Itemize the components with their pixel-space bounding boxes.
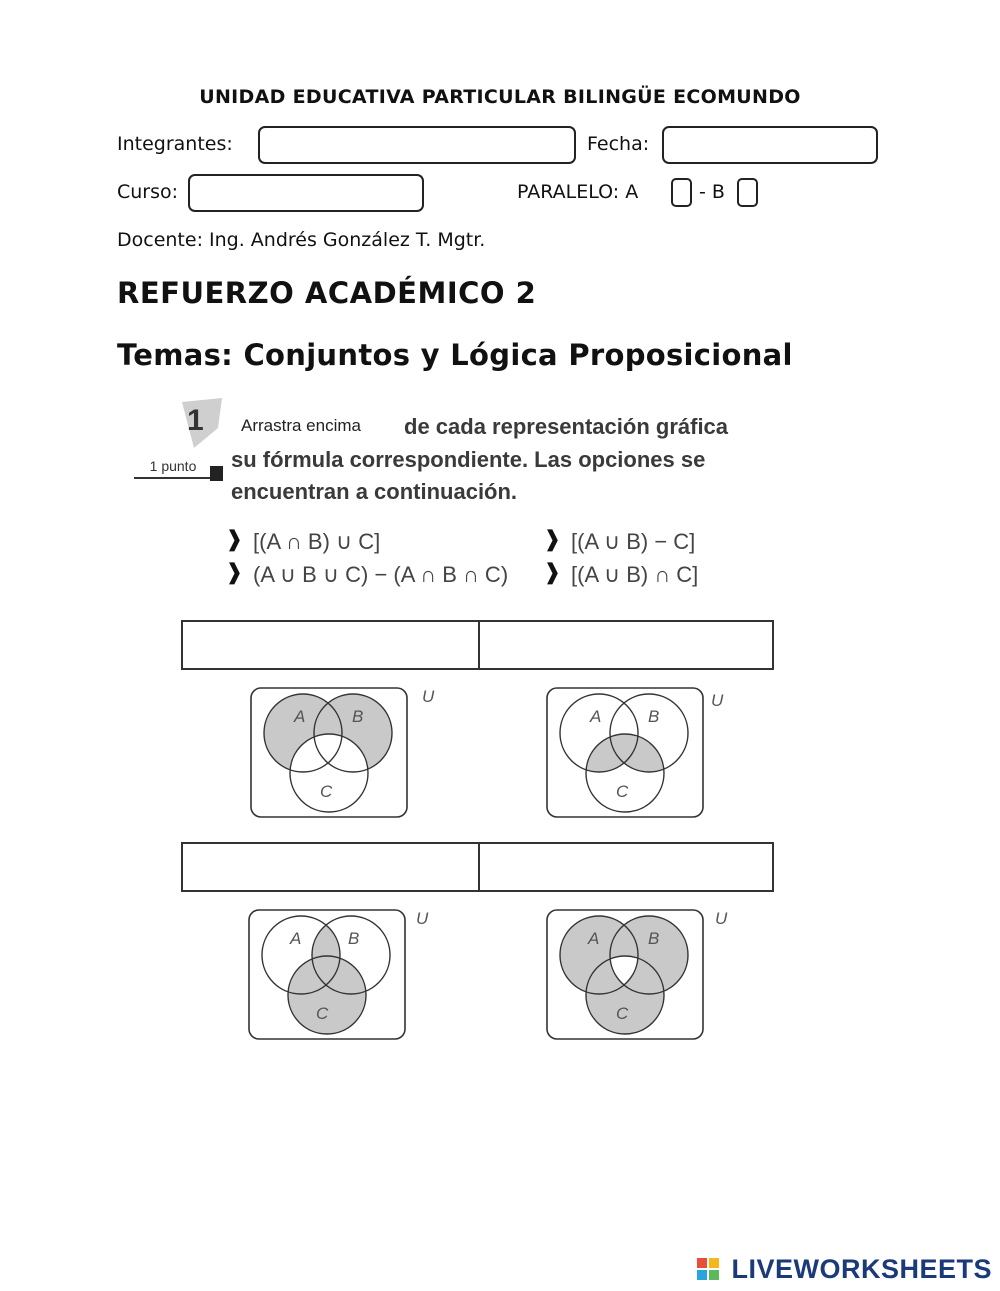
venn-label-u: U bbox=[711, 691, 724, 710]
venn-diagram-3 bbox=[246, 906, 446, 1044]
venn-label-b: B bbox=[348, 929, 360, 948]
question-number: 1 bbox=[187, 404, 204, 437]
question-points: 1 punto bbox=[134, 458, 212, 479]
venn-label-u: U bbox=[416, 909, 429, 928]
question-prompt-line1: de cada representación gráfica bbox=[404, 414, 729, 439]
docente-line: Docente: Ing. Andrés González T. Mgtr. bbox=[117, 229, 486, 251]
venn-label-c: C bbox=[616, 1004, 629, 1023]
paralelo-label: PARALELO: A bbox=[517, 181, 639, 203]
venn-label-b: B bbox=[352, 707, 364, 726]
option-marker-icon: ❱ bbox=[543, 527, 562, 552]
fecha-input[interactable] bbox=[662, 126, 878, 164]
venn-label-a: A bbox=[294, 707, 306, 726]
paralelo-b-checkbox[interactable] bbox=[737, 178, 758, 207]
option-marker-icon: ❱ bbox=[225, 560, 244, 585]
option-item[interactable]: (A ∪ B ∪ C) − (A ∩ B ∩ C) bbox=[253, 562, 509, 587]
venn-label-c: C bbox=[616, 782, 629, 801]
option-marker-icon: ❱ bbox=[543, 560, 562, 585]
option-marker-icon: ❱ bbox=[225, 527, 244, 552]
school-name: UNIDAD EDUCATIVA PARTICULAR BILINGÜE ECOMUNDO bbox=[199, 86, 801, 108]
answer-drop-zone-3[interactable] bbox=[183, 844, 480, 890]
venn-label-u: U bbox=[422, 687, 435, 706]
points-marker-icon bbox=[210, 466, 223, 481]
curso-label: Curso: bbox=[117, 181, 179, 203]
page-title: REFUERZO ACADÉMICO 2 bbox=[117, 276, 537, 310]
curso-input[interactable] bbox=[188, 174, 424, 212]
venn-label-a: A bbox=[588, 929, 600, 948]
answer-drop-zone-2[interactable] bbox=[480, 622, 772, 668]
venn-diagram-1 bbox=[248, 684, 448, 822]
answer-drop-zone-1[interactable] bbox=[183, 622, 480, 668]
venn-label-a: A bbox=[590, 707, 602, 726]
venn-label-b: B bbox=[648, 707, 660, 726]
venn-diagram-4 bbox=[544, 906, 744, 1044]
venn-label-a: A bbox=[290, 929, 302, 948]
answer-drop-zone-4[interactable] bbox=[480, 844, 772, 890]
paralelo-b-label: - B bbox=[699, 181, 725, 203]
venn-label-c: C bbox=[316, 1004, 329, 1023]
integrantes-label: Integrantes: bbox=[117, 133, 233, 155]
integrantes-input[interactable] bbox=[258, 126, 576, 164]
paralelo-a-checkbox[interactable] bbox=[671, 178, 692, 207]
question-prompt-small: Arrastra encima bbox=[241, 416, 361, 435]
liveworksheets-logo-icon bbox=[697, 1258, 719, 1280]
venn-diagram-2 bbox=[544, 684, 744, 822]
topics-heading: Temas: Conjuntos y Lógica Proposicional bbox=[117, 338, 793, 372]
answer-row-2 bbox=[181, 842, 774, 892]
brand-footer[interactable]: LIVEWORKSHEETS bbox=[731, 1254, 992, 1284]
fecha-label: Fecha: bbox=[587, 133, 650, 155]
option-item[interactable]: [(A ∪ B) − C] bbox=[571, 529, 696, 554]
question-prompt-line3: encuentran a continuación. bbox=[231, 479, 518, 504]
venn-label-b: B bbox=[648, 929, 660, 948]
option-item[interactable]: [(A ∪ B) ∩ C] bbox=[571, 562, 699, 587]
answer-row-1 bbox=[181, 620, 774, 670]
venn-label-c: C bbox=[320, 782, 333, 801]
question-prompt-line2: su fórmula correspondiente. Las opciones se bbox=[231, 447, 706, 472]
venn-label-u: U bbox=[715, 909, 728, 928]
option-item[interactable]: [(A ∩ B) ∪ C] bbox=[253, 529, 381, 554]
